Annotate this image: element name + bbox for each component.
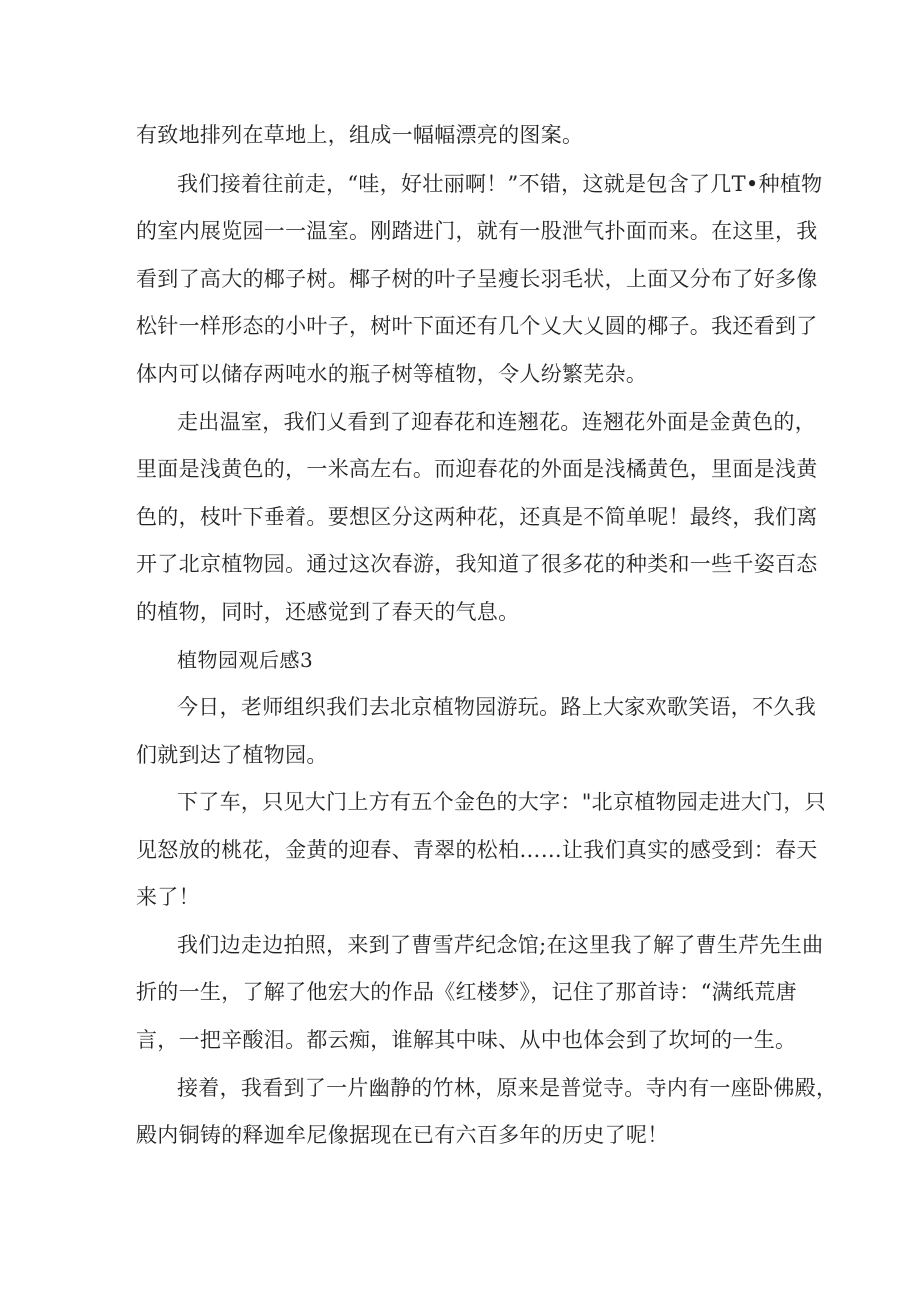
paragraph-line: 见怒放的桃花，金黄的迎春、青翠的松柏……让我们真实的感受到：春天 bbox=[136, 838, 818, 862]
paragraph-line: 我们接着往前走，“哇，好壮丽啊！”不错，这就是包含了几T•种植物 bbox=[177, 172, 823, 196]
paragraph-line: 开了北京植物园。通过这次春游，我知道了很多花的种类和一些千姿百态 bbox=[136, 552, 818, 576]
paragraph-line: 色的，枝叶下垂着。要想区分这两种花，还真是不简单呢！最终，我们离 bbox=[136, 505, 818, 529]
paragraph-line: 言，一把辛酸泪。都云痴，谁解其中味、从中也体会到了坎坷的一生。 bbox=[136, 1028, 797, 1052]
paragraph-line: 下了车，只见大门上方有五个金色的大字："北京植物园走进大门，只 bbox=[177, 790, 826, 814]
paragraph-line: 我们边走边拍照，来到了曹雪芹纪念馆;在这里我了解了曹生芹先生曲 bbox=[177, 933, 824, 957]
paragraph-line: 的植物，同时，还感觉到了春天的气息。 bbox=[136, 600, 520, 624]
paragraph-line: 殿内铜铸的释迦牟尼像据现在已有六百多年的历史了呢！ bbox=[136, 1123, 669, 1147]
paragraph-line: 接着，我看到了一片幽静的竹林，原来是普觉寺。寺内有一座卧佛殿， bbox=[177, 1076, 838, 1100]
paragraph-line: 体内可以储存两吨水的瓶子树等植物，令人纷繁芜杂。 bbox=[136, 362, 648, 386]
paragraph-line: 走出温室，我们乂看到了迎春花和连翘花。连翘花外面是金黄色的， bbox=[177, 410, 816, 434]
paragraph-line: 看到了高大的椰子树。椰子树的叶子呈瘦长羽毛状，上面又分布了好多像 bbox=[136, 267, 818, 291]
paragraph-line: 们就到达了植物园。 bbox=[136, 743, 328, 767]
paragraph-line: 的室内展览园一一温室。刚踏进门，就有一股泄气扑面而来。在这里，我 bbox=[136, 219, 818, 243]
paragraph-line: 今日，老师组织我们去北京植物园游玩。路上大家欢歌笑语，不久我 bbox=[177, 695, 816, 719]
paragraph-line: 有致地排列在草地上，组成一幅幅漂亮的图案。 bbox=[136, 123, 584, 147]
section-heading: 植物园观后感3 bbox=[177, 648, 314, 672]
paragraph-line: 折的一生，了解了他宏大的作品《红楼梦》，记住了那首诗：“满纸荒唐 bbox=[136, 980, 797, 1004]
paragraph-line: 松针一样形态的小叶子，树叶下面还有几个乂大乂圆的椰子。我还看到了 bbox=[136, 314, 818, 338]
paragraph-line: 里面是浅黄色的，一米高左右。而迎春花的外面是浅橘黄色，里面是浅黄 bbox=[136, 457, 818, 481]
paragraph-line: 来了！ bbox=[136, 885, 200, 909]
